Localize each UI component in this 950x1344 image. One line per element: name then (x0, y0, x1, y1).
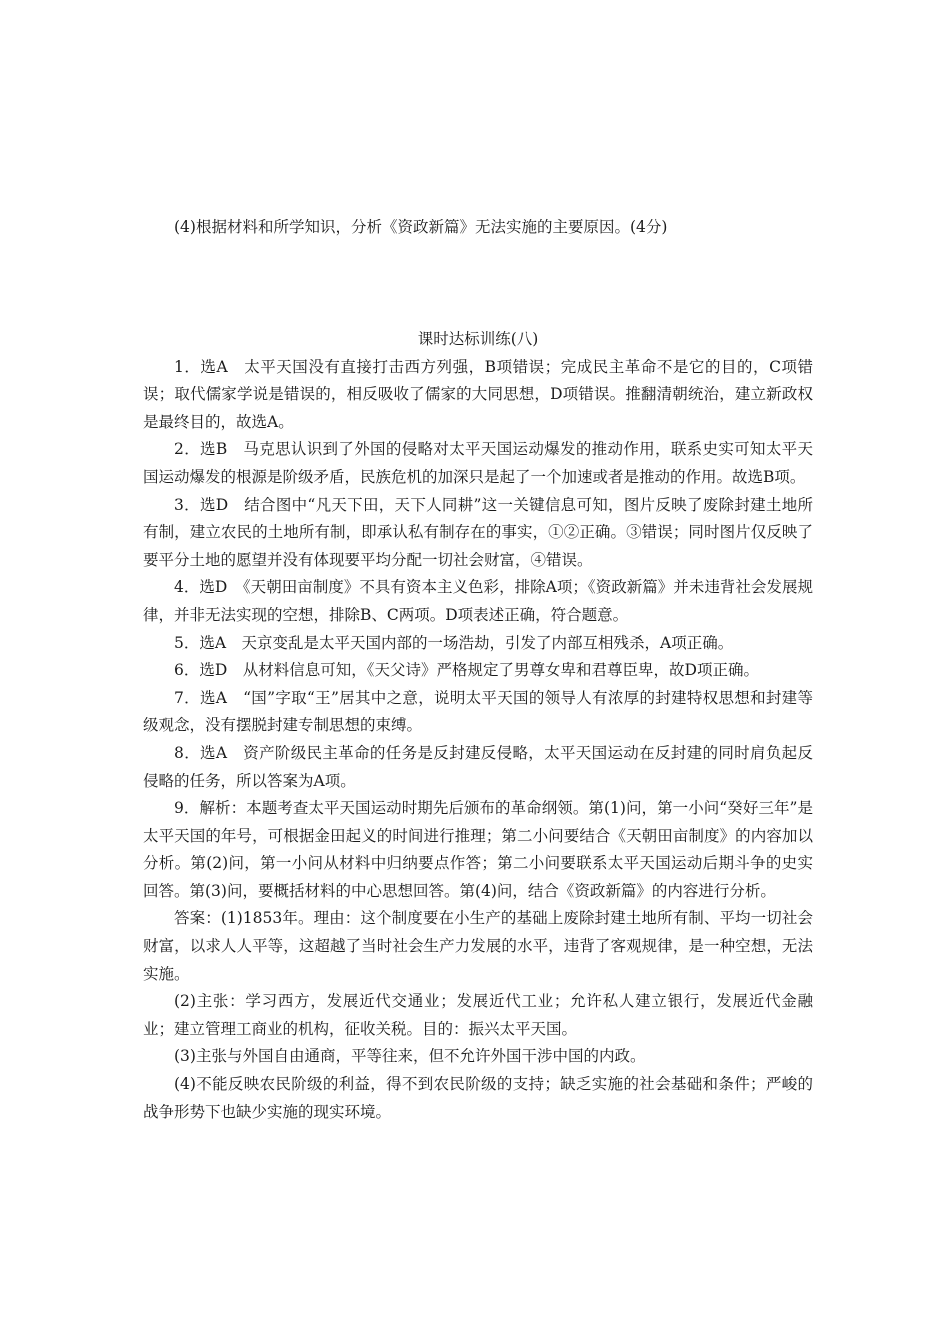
answer-section (143, 326, 813, 1126)
answer-1: 1．选A 太平天国没有直接打击西方列强，B项错误；完成民主革命不是它的目的，C项错误；取代儒家学说是错误的，相反吸收了儒家的大同思想，D项错误。推翻清朝统治，建立新政权是最终目的，故选A。 (143, 357, 813, 431)
answer-9-part-4: (4)不能反映农民阶级的利益，得不到农民阶级的支持；缺乏实施的社会基础和条件；严峻的战争形势下也缺少实施的现实环境。 (143, 1075, 813, 1121)
answer-9-part-3: (3)主张与外国自由通商，平等往来，但不允许外国干涉中国的内政。 (174, 1047, 646, 1066)
answer-5: 5．选A 天京变乱是太平天国内部的一场浩劫，引发了内部互相残杀，A项正确。 (174, 633, 734, 652)
answer-3: 3．选D 结合图中“凡天下田，天下人同耕”这一关键信息可知，图片反映了废除封建土地所有制，建立农民的土地所有制，即承认私有制存在的事实，①②正确。③错误；同时图片仅反映了要平分土地的愿望并没有体现要平均分配一切社会财富，④错误。 (143, 495, 813, 569)
answer-8: 8．选A 资产阶级民主革命的任务是反封建反侵略，太平天国运动在反封建的同时肩负起反侵略的任务，所以答案为A项。 (143, 743, 813, 790)
answer-9-analysis: 9．解析：本题考查太平天国运动时期先后颁布的革命纲领。第(1)问，第一小问“癸好三年”是太平天国的年号，可根据金田起义的时间进行推理；第二小问要结合《天朝田亩制度》的内容加以分析。第(2)问，第一小问从材料中归纳要点作答；第二小问要联系太平天国运动后期斗争的史实回答。第(3)问，要概括材料的中心思想回答。第(4)问，结合《资政新篇》的内容进行分析。 (143, 799, 813, 900)
answer-9-part-2: (2)主张：学习西方，发展近代交通业；发展近代工业；允许私人建立银行，发展近代金融业；建立管理工商业的机构，征收关税。目的：振兴太平天国。 (143, 992, 813, 1038)
answer-6: 6．选D 从材料信息可知，《天父诗》严格规定了男尊女卑和君尊臣卑，故D项正确。 (174, 661, 759, 680)
answer-2: 2．选B 马克思认识到了外国的侵略对太平天国运动爆发的推动作用，联系史实可知太平天国运动爆发的根源是阶级矛盾，民族危机的加深只是起了一个加速或者是推动的作用。故选B项。 (143, 440, 813, 486)
answer-4: 4．选D 《天朝田亩制度》不具有资本主义色彩，排除A项；《资政新篇》并未违背社会发展规律，并非无法实现的空想，排除B、C两项。D项表述正确，符合题意。 (143, 578, 813, 624)
answer-section-title: 课时达标训练(八) (417, 330, 539, 348)
answer-7: 7．选A “国”字取“王”居其中之意，说明太平天国的领导人有浓厚的封建特权思想和封建等级观念，没有摆脱封建专制思想的束缚。 (143, 688, 813, 735)
question-4-text: (4)根据材料和所学知识，分析《资政新篇》无法实施的主要原因。(4分) (174, 217, 668, 236)
answer-9-part-1: 答案：(1)1853年。理由：这个制度要在小生产的基础上废除封建土地所有制、平均一切社会财富，以求人人平等，这超越了当时社会生产力发展的水平，违背了客观规律，是一种空想，无法实施。 (143, 909, 813, 983)
